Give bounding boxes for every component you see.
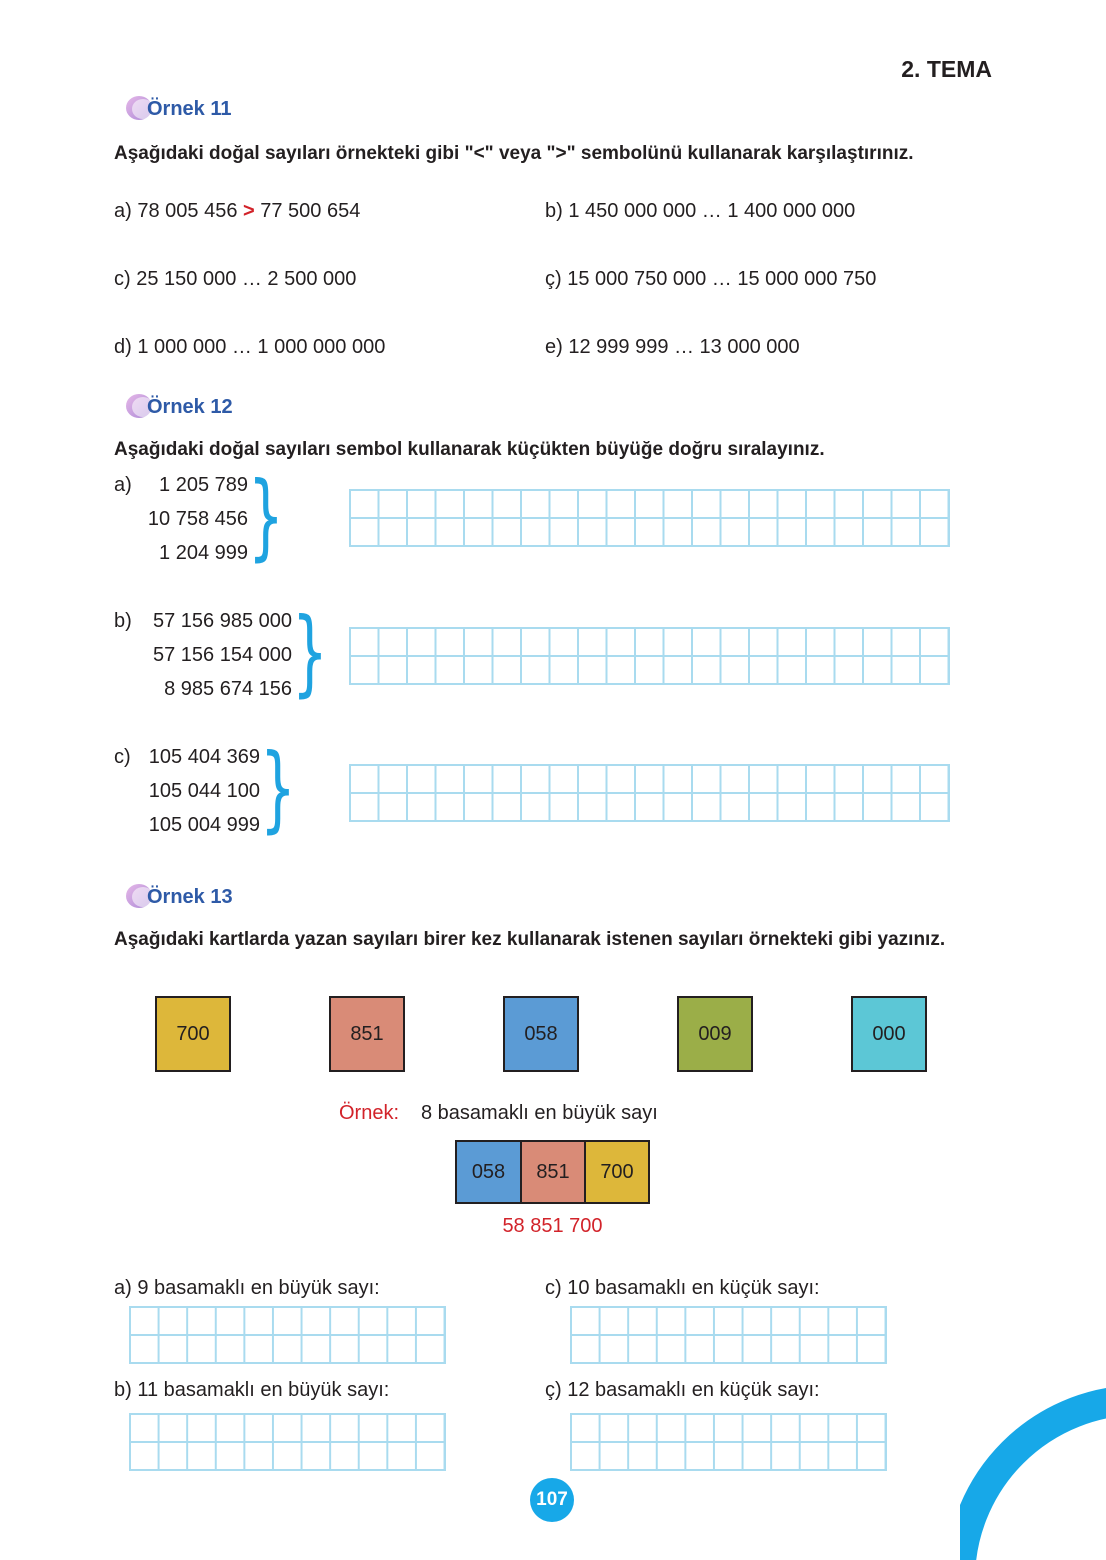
example-card-1: 058 xyxy=(455,1140,522,1204)
group-b-number-2: 57 156 154 000 xyxy=(152,644,292,666)
example-12-instruction: Aşağıdaki doğal sayıları sembol kullanarak küçükten büyüğe doğru sıralayınız. xyxy=(114,439,825,460)
answer-grid-a[interactable] xyxy=(349,489,950,547)
group-b-number-1: 57 156 985 000 xyxy=(152,610,292,632)
group-a-number-2: 10 758 456 xyxy=(147,508,248,530)
answer-grid-13b[interactable] xyxy=(129,1413,446,1471)
question-cc: ç) 12 basamaklı en küçük sayı: xyxy=(545,1379,820,1401)
brace-b: } xyxy=(292,598,328,707)
example-11-label: Örnek 11 xyxy=(147,98,232,120)
decorative-arc xyxy=(960,1370,1106,1560)
example-13-label: Örnek 13 xyxy=(147,886,233,908)
group-b-prefix: b) xyxy=(114,610,132,632)
question-a: a) 9 basamaklı en büyük sayı: xyxy=(114,1277,380,1299)
group-b-number-3: 8 985 674 156 xyxy=(164,678,292,700)
example-card-2: 851 xyxy=(520,1140,586,1204)
example-13-instruction: Aşağıdaki kartlarda yazan sayıları birer kez kullanarak istenen sayıları örnekteki gibi yazınız. xyxy=(114,929,946,950)
example-card-row xyxy=(455,1140,650,1204)
group-a-number-3: 1 204 999 xyxy=(159,542,248,564)
compare-item-cc: ç) 15 000 750 000 … 15 000 000 750 xyxy=(545,268,877,290)
example-11-instruction: Aşağıdaki doğal sayıları örnekteki gibi "<" veya ">" sembolünü kullanarak karşılaştırınız. xyxy=(114,143,914,164)
example-label: Örnek: xyxy=(339,1102,400,1124)
compare-item-c: c) 25 150 000 … 2 500 000 xyxy=(114,268,357,290)
number-card-000: 000 xyxy=(851,996,927,1072)
answer-grid-b[interactable] xyxy=(349,627,950,685)
compare-item-d: d) 1 000 000 … 1 000 000 000 xyxy=(114,336,386,358)
example-12-label: Örnek 12 xyxy=(147,396,233,418)
example-result: 58 851 700 xyxy=(502,1215,603,1237)
group-c-number-2: 105 044 100 xyxy=(148,780,260,802)
answer-grid-13c[interactable] xyxy=(570,1306,887,1364)
question-c: c) 10 basamaklı en küçük sayı: xyxy=(545,1277,820,1299)
brace-a: } xyxy=(248,462,284,571)
number-card-700: 700 xyxy=(155,996,231,1072)
number-card-009: 009 xyxy=(677,996,753,1072)
group-c-number-3: 105 004 999 xyxy=(148,814,260,836)
group-c-number-1: 105 404 369 xyxy=(148,746,260,768)
compare-item-e: e) 12 999 999 … 13 000 000 xyxy=(545,336,800,358)
example-text: 8 basamaklı en büyük sayı xyxy=(421,1102,658,1124)
compare-item-a: a) 78 005 456 > 77 500 654 xyxy=(114,200,361,222)
compare-item-b: b) 1 450 000 000 … 1 400 000 000 xyxy=(545,200,856,222)
group-a-prefix: a) xyxy=(114,474,132,496)
answer-grid-13a[interactable] xyxy=(129,1306,446,1364)
brace-c: } xyxy=(260,734,296,843)
example-card-3: 700 xyxy=(584,1140,650,1204)
group-a-number-1: 1 205 789 xyxy=(159,474,248,496)
greater-symbol: > xyxy=(243,200,255,222)
question-b: b) 11 basamaklı en büyük sayı: xyxy=(114,1379,390,1401)
group-c-prefix: c) xyxy=(114,746,131,768)
page-number: 107 xyxy=(530,1478,574,1522)
answer-grid-13cc[interactable] xyxy=(570,1413,887,1471)
number-card-851: 851 xyxy=(329,996,405,1072)
answer-grid-c[interactable] xyxy=(349,764,950,822)
theme-title: 2. TEMA xyxy=(901,56,992,82)
number-card-058: 058 xyxy=(503,996,579,1072)
